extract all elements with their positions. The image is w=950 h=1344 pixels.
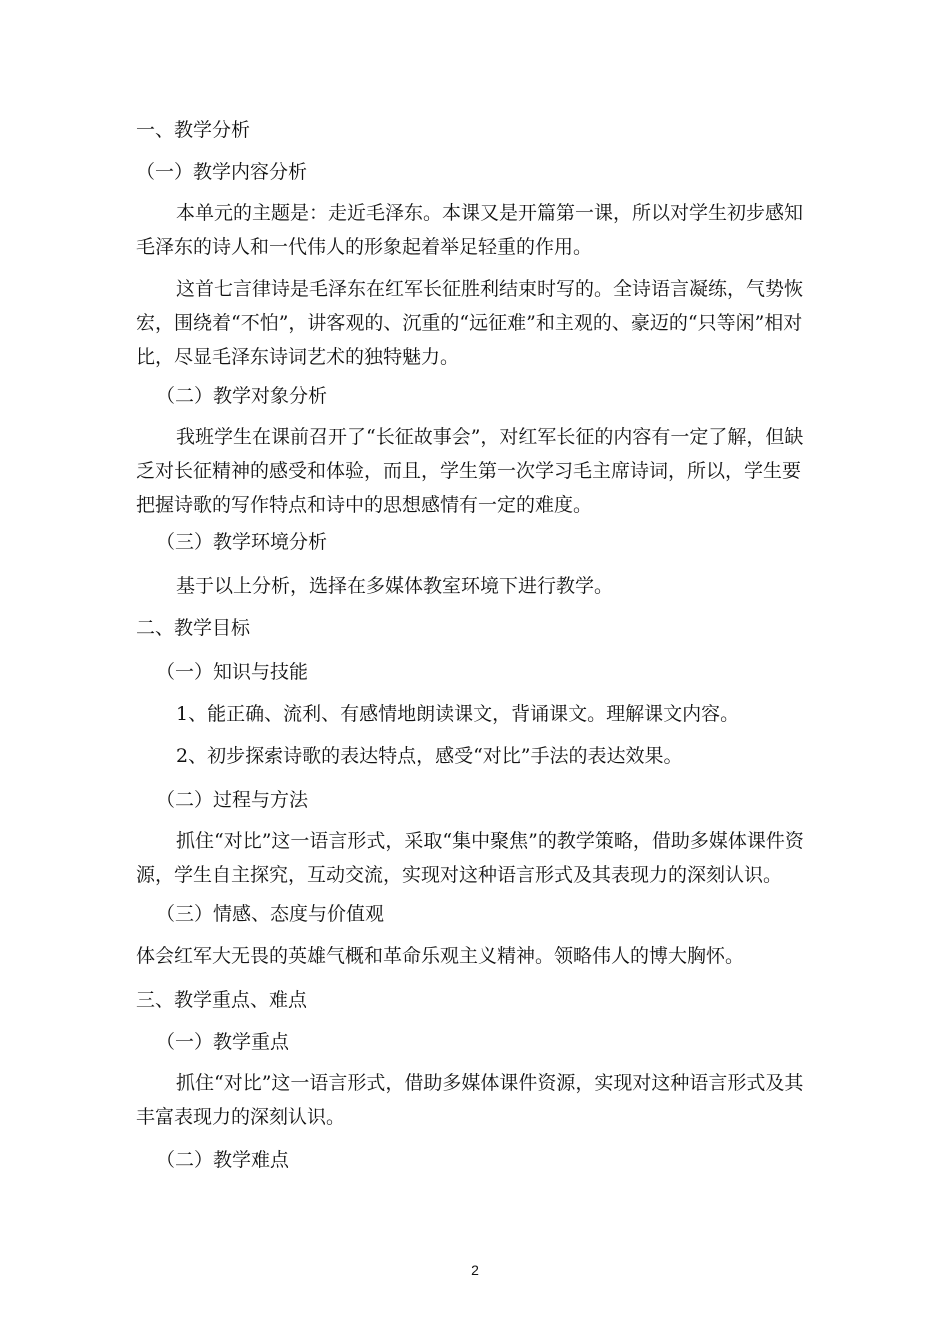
list-item-goal-2: 2、初步探索诗歌的表达特点，感受“对比”手法的表达效果。 (176, 745, 683, 767)
paragraph-emotion-values: 体会红军大无畏的英雄气概和革命乐观主义精神。领略伟人的博大胸怀。 (136, 945, 745, 967)
section-heading-3: 三、教学重点、难点 (136, 989, 308, 1011)
subsection-heading-emotion-values: （三）情感、态度与价值观 (156, 903, 385, 925)
subsection-heading-key-point: （一）教学重点 (156, 1031, 290, 1053)
subsection-heading-knowledge-skills: （一）知识与技能 (156, 661, 309, 683)
section-heading-1: 一、教学分析 (136, 119, 251, 141)
subsection-heading-environment-analysis: （三）教学环境分析 (156, 531, 328, 553)
paragraph-environment: 基于以上分析，选择在多媒体教室环境下进行教学。 (176, 575, 614, 597)
subsection-heading-process-method: （二）过程与方法 (156, 789, 309, 811)
subsection-heading-difficulty: （二）教学难点 (156, 1149, 290, 1171)
paragraph-process-method: 抓住“对比”这一语言形式，采取“集中聚焦”的教学策略，借助多媒体课件资源，学生自主探究，互动交流，实现对这种语言形式及其表现力的深刻认识。 (136, 830, 804, 886)
paragraph-student-analysis: 我班学生在课前召开了“长征故事会”，对红军长征的内容有一定了解，但缺乏对长征精神的感受和体验，而且，学生第一次学习毛主席诗词，所以，学生要把握诗歌的写作特点和诗中的思想感情有一定的难度。 (136, 426, 804, 516)
page-number: 2 (471, 1262, 479, 1278)
section-heading-2: 二、教学目标 (136, 617, 251, 639)
paragraph-poem-description: 这首七言律诗是毛泽东在红军长征胜利结束时写的。全诗语言凝练，气势恢宏，围绕着“不怕”，讲客观的、沉重的“远征难”和主观的、豪迈的“只等闲”相对比，尽显毛泽东诗词艺术的独特魅力。 (136, 278, 804, 368)
paragraph-unit-theme: 本单元的主题是：走近毛泽东。本课又是开篇第一课，所以对学生初步感知毛泽东的诗人和一代伟人的形象起着举足轻重的作用。 (136, 202, 804, 258)
subsection-heading-student-analysis: （二）教学对象分析 (156, 385, 328, 407)
paragraph-key-point: 抓住“对比”这一语言形式，借助多媒体课件资源，实现对这种语言形式及其丰富表现力的深刻认识。 (136, 1072, 804, 1128)
list-item-goal-1: 1、能正确、流利、有感情地朗读课文，背诵课文。理解课文内容。 (176, 703, 740, 725)
subsection-heading-content-analysis: （一）教学内容分析 (136, 161, 308, 183)
